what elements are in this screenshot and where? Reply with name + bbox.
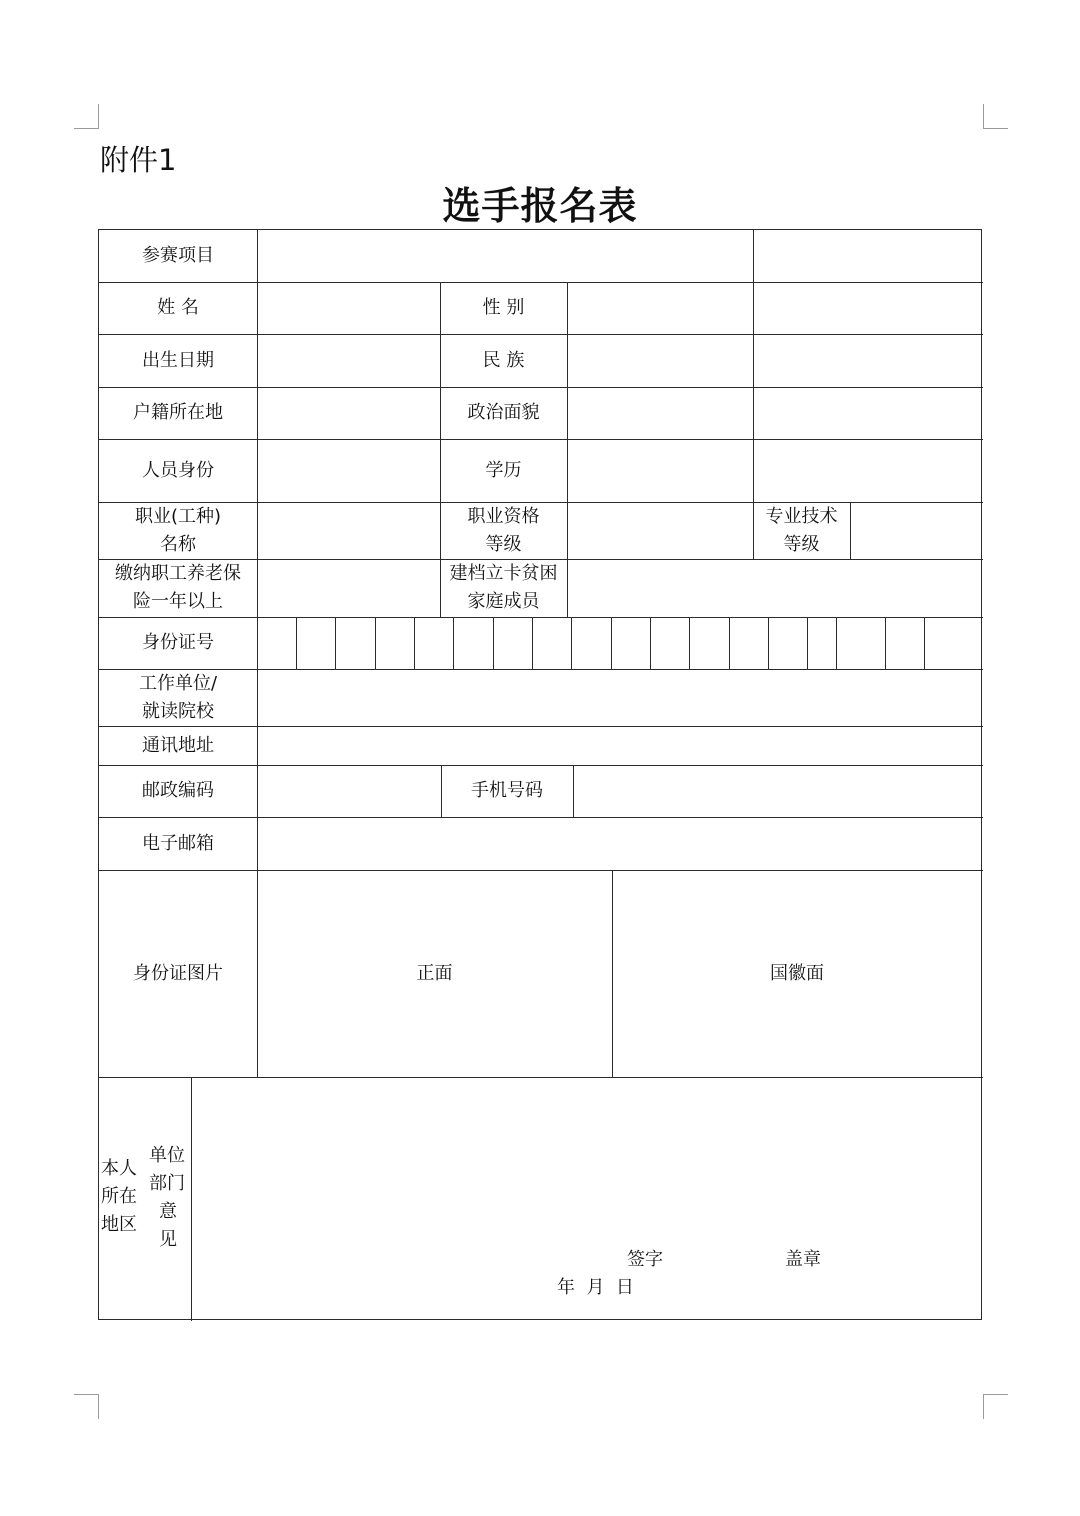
address-label: 通讯地址 xyxy=(142,734,214,756)
date-label: 年 月 日 xyxy=(557,1277,634,1298)
gender-label: 性 别 xyxy=(482,297,525,318)
postal-code-label: 邮政编码 xyxy=(142,780,214,801)
id-digit-box-line xyxy=(729,617,730,669)
crop-mark-top-left xyxy=(74,104,99,129)
ethnicity-label: 民 族 xyxy=(482,349,525,371)
form-title: 选手报名表 xyxy=(442,184,638,228)
email-label: 电子邮箱 xyxy=(142,832,214,854)
tech-level-label: 专业技术 等级 xyxy=(765,505,838,555)
opinion-label-line: 部门 xyxy=(149,1173,185,1194)
row-line xyxy=(99,1077,983,1078)
event-label: 参赛项目 xyxy=(142,245,214,266)
education-label: 学历 xyxy=(485,459,522,481)
id-digit-box-line xyxy=(493,617,494,669)
col-line xyxy=(573,765,574,817)
id-photo-back-slot: 国徽面 xyxy=(770,962,824,984)
id-digit-box-line xyxy=(807,617,808,669)
crop-mark-bottom-left xyxy=(74,1394,99,1419)
mobile-label: 手机号码 xyxy=(471,780,543,801)
col-line xyxy=(567,282,568,617)
occupation-label: 职业(工种) 名称 xyxy=(134,505,222,555)
id-photo-label: 身份证图片 xyxy=(133,962,223,984)
work-unit-label: 工作单位/ 就读院校 xyxy=(138,672,218,722)
id-digit-box-line xyxy=(689,617,690,669)
political-status-label: 政治面貌 xyxy=(467,402,540,423)
opinion-label-line: 本人 xyxy=(101,1158,137,1179)
attachment-label: 附件1 xyxy=(100,143,177,177)
name-label: 姓 名 xyxy=(157,297,199,318)
id-digit-box-line xyxy=(885,617,886,669)
identity-label: 人员身份 xyxy=(142,459,214,481)
col-line xyxy=(191,1077,192,1321)
pension-label: 缴纳职工养老保 险一年以上 xyxy=(115,563,241,612)
crop-mark-bottom-right xyxy=(983,1394,1008,1419)
id-photo-front-slot: 正面 xyxy=(416,962,453,984)
id-digit-box-line xyxy=(611,617,612,669)
col-line xyxy=(850,502,851,559)
id-digit-box-line xyxy=(414,617,415,669)
id-digit-box-line xyxy=(836,617,837,669)
household-location-label: 户籍所在地 xyxy=(133,402,223,423)
id-digit-box-line xyxy=(650,617,651,669)
opinion-label-line: 所在 xyxy=(101,1186,137,1207)
id-digit-box-line xyxy=(768,617,769,669)
opinion-label-line: 单位 xyxy=(149,1145,185,1166)
opinion-label-line: 地区 xyxy=(101,1214,137,1235)
id-digit-box-line xyxy=(296,617,297,669)
id-number-label: 身份证号 xyxy=(142,632,214,653)
id-digit-box-line xyxy=(924,617,925,669)
opinion-label-line: 见 xyxy=(159,1229,177,1250)
id-digit-box-line xyxy=(375,617,376,669)
signature-label: 签字 xyxy=(627,1249,663,1270)
poverty-label: 建档立卡贫困 家庭成员 xyxy=(449,563,558,612)
registration-form-table xyxy=(98,229,982,1320)
opinion-label-line: 意 xyxy=(159,1201,177,1222)
birth-date-label: 出生日期 xyxy=(142,349,214,371)
id-digit-box-line xyxy=(532,617,533,669)
id-digit-box-line xyxy=(335,617,336,669)
crop-mark-top-right xyxy=(983,104,1008,129)
id-digit-box-line xyxy=(571,617,572,669)
qualification-level-label: 职业资格 等级 xyxy=(467,505,540,555)
id-digit-box-line xyxy=(453,617,454,669)
seal-label: 盖章 xyxy=(785,1249,821,1270)
